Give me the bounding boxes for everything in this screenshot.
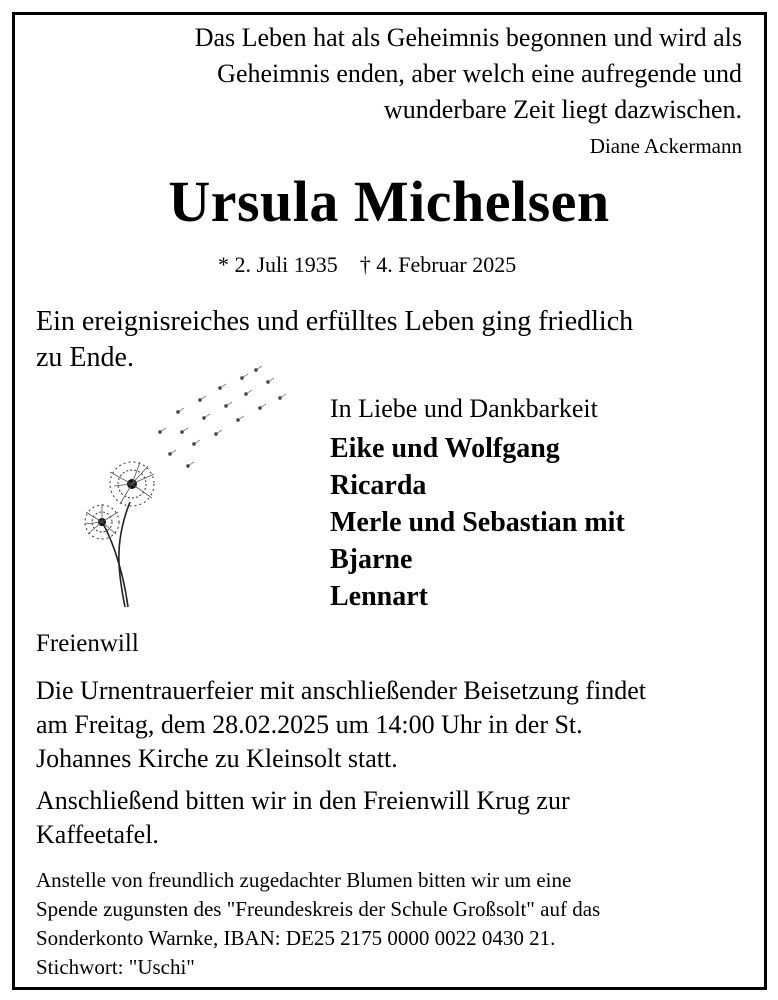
donation-line: Anstelle von freundlich zugedachter Blumen bitten wir um eine	[36, 868, 572, 892]
mourner-name: Ricarda	[330, 470, 427, 501]
mourners-heading: In Liebe und Dankbarkeit	[330, 394, 598, 423]
donation-text	[36, 866, 600, 982]
service-text	[36, 674, 646, 776]
reception-line: Kaffeetafel.	[36, 820, 159, 849]
reception-line: Anschließend bitten wir in den Freienwill Krug zur	[36, 786, 570, 815]
intro-line: Ein ereignisreiches und erfülltes Leben ging friedlich	[36, 306, 634, 337]
quote-line: wunderbare Zeit liegt dazwischen.	[383, 95, 742, 124]
service-line: am Freitag, dem 28.02.2025 um 14:00 Uhr in der St.	[36, 710, 583, 739]
life-dates	[218, 252, 516, 278]
reception-text	[36, 784, 570, 852]
death-date: † 4. Februar 2025	[359, 252, 517, 277]
quote-line: Geheimnis enden, aber welch eine aufregende und	[217, 59, 742, 88]
mourner-name: Merle und Sebastian mit	[330, 507, 625, 538]
dandelion-icon	[70, 362, 300, 612]
service-line: Johannes Kirche zu Kleinsolt statt.	[36, 744, 398, 773]
quote-line: Das Leben hat als Geheimnis begonnen und wird als	[194, 23, 742, 52]
deceased-name: Ursula Michelsen	[168, 169, 610, 234]
mourner-name: Bjarne	[330, 544, 413, 575]
donation-line: Stichwort: "Uschi"	[36, 955, 195, 979]
donation-line: Spende zugunsten des "Freundeskreis der Schule Großsolt" auf das	[36, 897, 601, 921]
birth-date: * 2. Juli 1935	[218, 252, 338, 277]
mourner-name: Lennart	[330, 581, 428, 612]
intro-line: zu Ende.	[36, 342, 134, 373]
donation-line: Sonderkonto Warnke, IBAN: DE25 2175 0000 0022 0430 21.	[36, 926, 556, 950]
place-name: Freienwill	[36, 630, 139, 657]
quote	[195, 20, 742, 128]
service-line: Die Urnentrauerfeier mit anschließender Beisetzung findet	[36, 676, 647, 705]
mourner-name: Eike und Wolfgang	[330, 433, 560, 464]
mourners-list	[330, 430, 625, 615]
quote-author: Diane Ackermann	[589, 134, 742, 158]
